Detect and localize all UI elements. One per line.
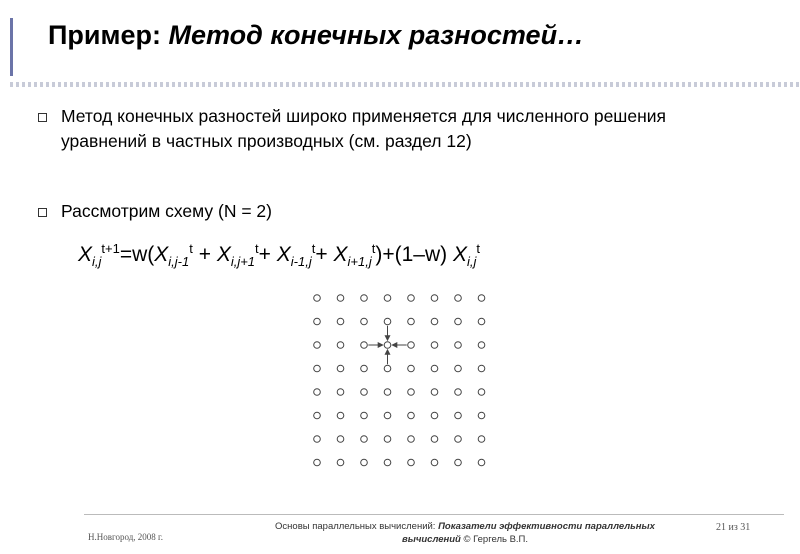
grid-node <box>337 318 344 325</box>
grid-node <box>384 389 391 396</box>
grid-node <box>478 389 485 396</box>
bullet-text-2: Рассмотрим схему (N = 2) <box>61 201 272 221</box>
grid-node <box>361 389 368 396</box>
grid-node <box>408 295 415 302</box>
grid-node <box>455 389 462 396</box>
grid-node <box>408 459 415 466</box>
grid-node <box>337 365 344 372</box>
grid-node <box>361 459 368 466</box>
grid-node <box>314 412 321 419</box>
grid-node <box>361 436 368 443</box>
grid-node <box>361 295 368 302</box>
grid-node <box>455 342 462 349</box>
grid-node <box>361 412 368 419</box>
grid-node <box>408 412 415 419</box>
bullet-square-icon <box>38 113 47 122</box>
grid-node <box>384 459 391 466</box>
grid-node <box>408 436 415 443</box>
grid-node <box>478 295 485 302</box>
grid-node <box>384 295 391 302</box>
grid-node <box>314 342 321 349</box>
grid-node <box>408 318 415 325</box>
grid-node <box>314 295 321 302</box>
grid-node <box>384 412 391 419</box>
grid-node <box>408 365 415 372</box>
grid-node <box>431 412 438 419</box>
grid-node <box>455 412 462 419</box>
grid-node <box>478 342 485 349</box>
grid-node <box>384 318 391 325</box>
footer-location-date: Н.Новгород, 2008 г. <box>88 532 163 542</box>
grid-node <box>455 318 462 325</box>
grid-node <box>431 459 438 466</box>
grid-node <box>478 412 485 419</box>
grid-node <box>314 459 321 466</box>
grid-node <box>455 459 462 466</box>
grid-node <box>478 365 485 372</box>
title-accent-bar <box>10 18 13 76</box>
grid-node <box>431 389 438 396</box>
grid-node <box>337 389 344 396</box>
grid-node <box>431 295 438 302</box>
grid-node <box>337 295 344 302</box>
grid-node <box>408 389 415 396</box>
grid-node <box>455 436 462 443</box>
grid-node <box>314 436 321 443</box>
footer-page-number: 21 из 31 <box>716 522 751 533</box>
formula-x: X <box>78 243 93 266</box>
grid-node <box>431 342 438 349</box>
grid-node <box>431 365 438 372</box>
grid-node <box>455 365 462 372</box>
grid-node <box>431 318 438 325</box>
grid-node <box>478 459 485 466</box>
grid-node <box>337 342 344 349</box>
grid-node <box>408 342 415 349</box>
grid-node <box>314 365 321 372</box>
grid-node <box>455 295 462 302</box>
bullet-item-2 <box>38 199 741 224</box>
grid-node <box>478 318 485 325</box>
grid-node <box>314 318 321 325</box>
grid-node <box>384 342 391 349</box>
grid-node <box>431 436 438 443</box>
grid-node <box>361 318 368 325</box>
grid-node <box>337 412 344 419</box>
grid-node <box>478 436 485 443</box>
grid-node <box>361 342 368 349</box>
grid-node <box>361 365 368 372</box>
grid-node <box>337 459 344 466</box>
title-divider <box>10 82 800 87</box>
footer-course-title: Основы параллельных вычислений: Показатели эффективности параллельных вычислений © Гергель В.П. <box>275 521 655 545</box>
bullet-text-1: Метод конечных разностей широко применяется для численного решения уравнений в частных производных (см. раздел 12) <box>61 106 666 151</box>
bullet-item-1 <box>38 104 741 154</box>
title-italic: Метод конечных разностей… <box>168 20 585 50</box>
difference-formula: $X_{i,j}^{t+1}=w(X_{i,j-1}^t + X_{i,j+1}^t+ X_{i-1,j}^t+ X_{i+1,j}^t)+(1-w)$ $X_{i,j}^t$ <box>78 241 480 270</box>
grid-node <box>384 436 391 443</box>
bullet-square-icon <box>38 208 47 217</box>
slide-title <box>48 20 584 51</box>
grid-node <box>337 436 344 443</box>
grid-node <box>384 365 391 372</box>
footer-divider <box>84 514 784 515</box>
title-prefix: Пример: <box>48 20 161 50</box>
stencil-grid-diagram <box>300 287 500 477</box>
grid-node <box>314 389 321 396</box>
